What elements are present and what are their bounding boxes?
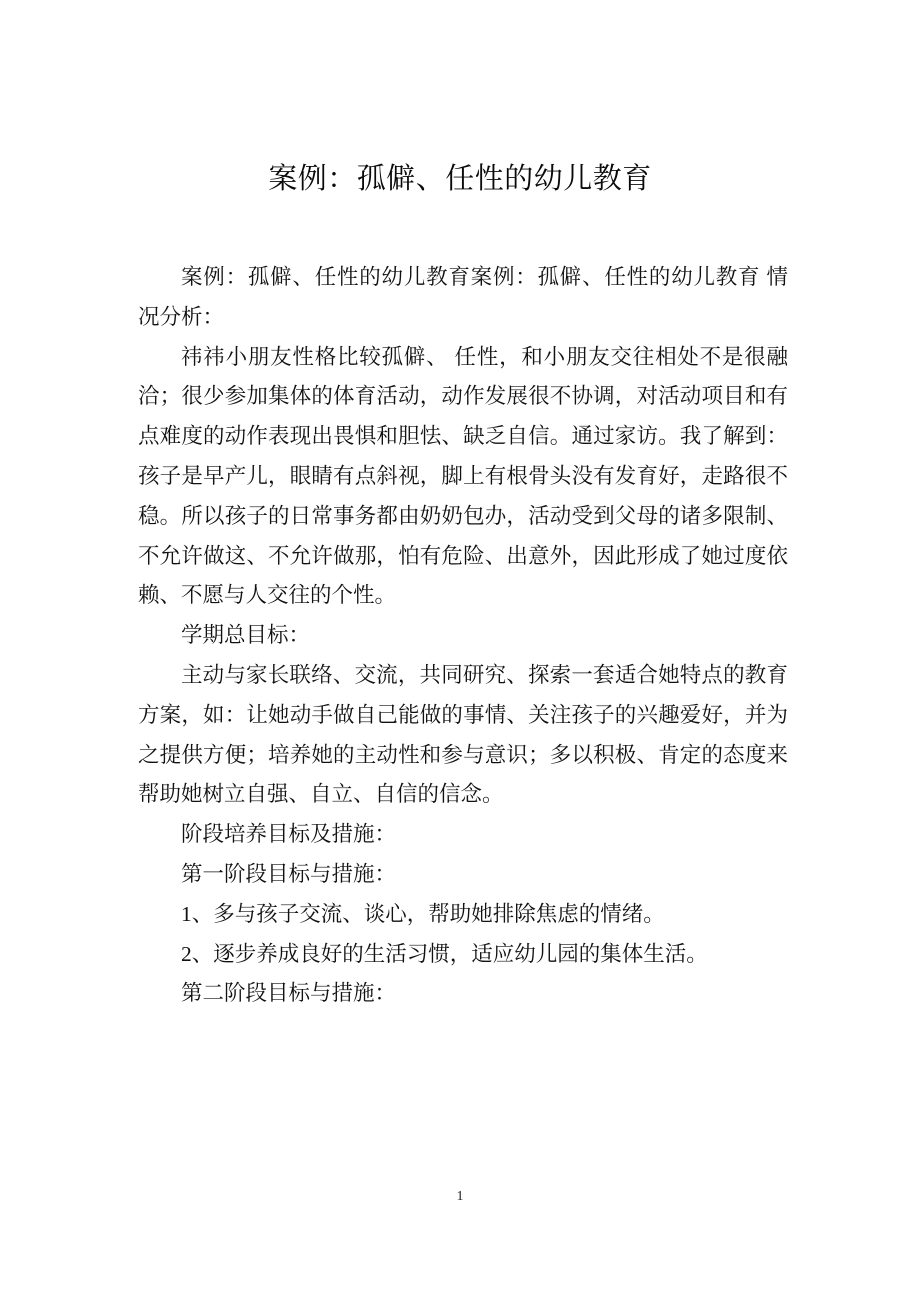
paragraph-stage-goals-heading: 阶段培养目标及措施： (181, 822, 397, 847)
paragraph-stage-one-item-2: 2、逐步养成良好的生活习惯，适应幼儿园的集体生活。 (181, 941, 708, 966)
paragraph-stage-one-heading: 第一阶段目标与措施： (181, 861, 397, 886)
document-body (138, 258, 788, 1014)
paragraph-stage-one-item-1: 1、多与孩子交流、谈心，帮助她排除焦虑的情绪。 (181, 901, 665, 926)
paragraph-term-goal-body: 主动与家长联络、交流，共同研究、探索一套适合她特点的教育方案，如：让她动手做自己能做的事情、关注孩子的兴趣爱好，并为之提供方便；培养她的主动性和参与意识；多以积极、肯定的态度来帮助她树立自强、自立、自信的信念。 (138, 662, 788, 807)
paragraph-stage-two-heading: 第二阶段目标与措施： (181, 981, 397, 1006)
page-number: 1 (456, 1189, 464, 1204)
paragraph-case-heading: 案例：孤僻、任性的幼儿教育案例：孤僻、任性的幼儿教育 情况分析： (138, 265, 788, 329)
paragraph-situation-analysis: 祎祎小朋友性格比较孤僻、 任性，和小朋友交往相处不是很融洽；很少参加集体的体育活动，动作发展很不协调，对活动项目和有点难度的动作表现出畏惧和胆怯、缺乏自信。通过家访。我了解到：孩子是早产儿，眼睛有点斜视，脚上有根骨头没有发育好，走路很不稳。所以孩子的日常事务都由奶奶包办，活动受到父母的诸多限制、不允许做这、不允许做那，怕有危险、出意外，因此形成了她过度依赖、不愿与人交往的个性。 (138, 344, 788, 608)
page-title: 案例：孤僻、任性的幼儿教育 (268, 163, 652, 196)
paragraph-term-goal-heading: 学期总目标： (181, 623, 311, 648)
